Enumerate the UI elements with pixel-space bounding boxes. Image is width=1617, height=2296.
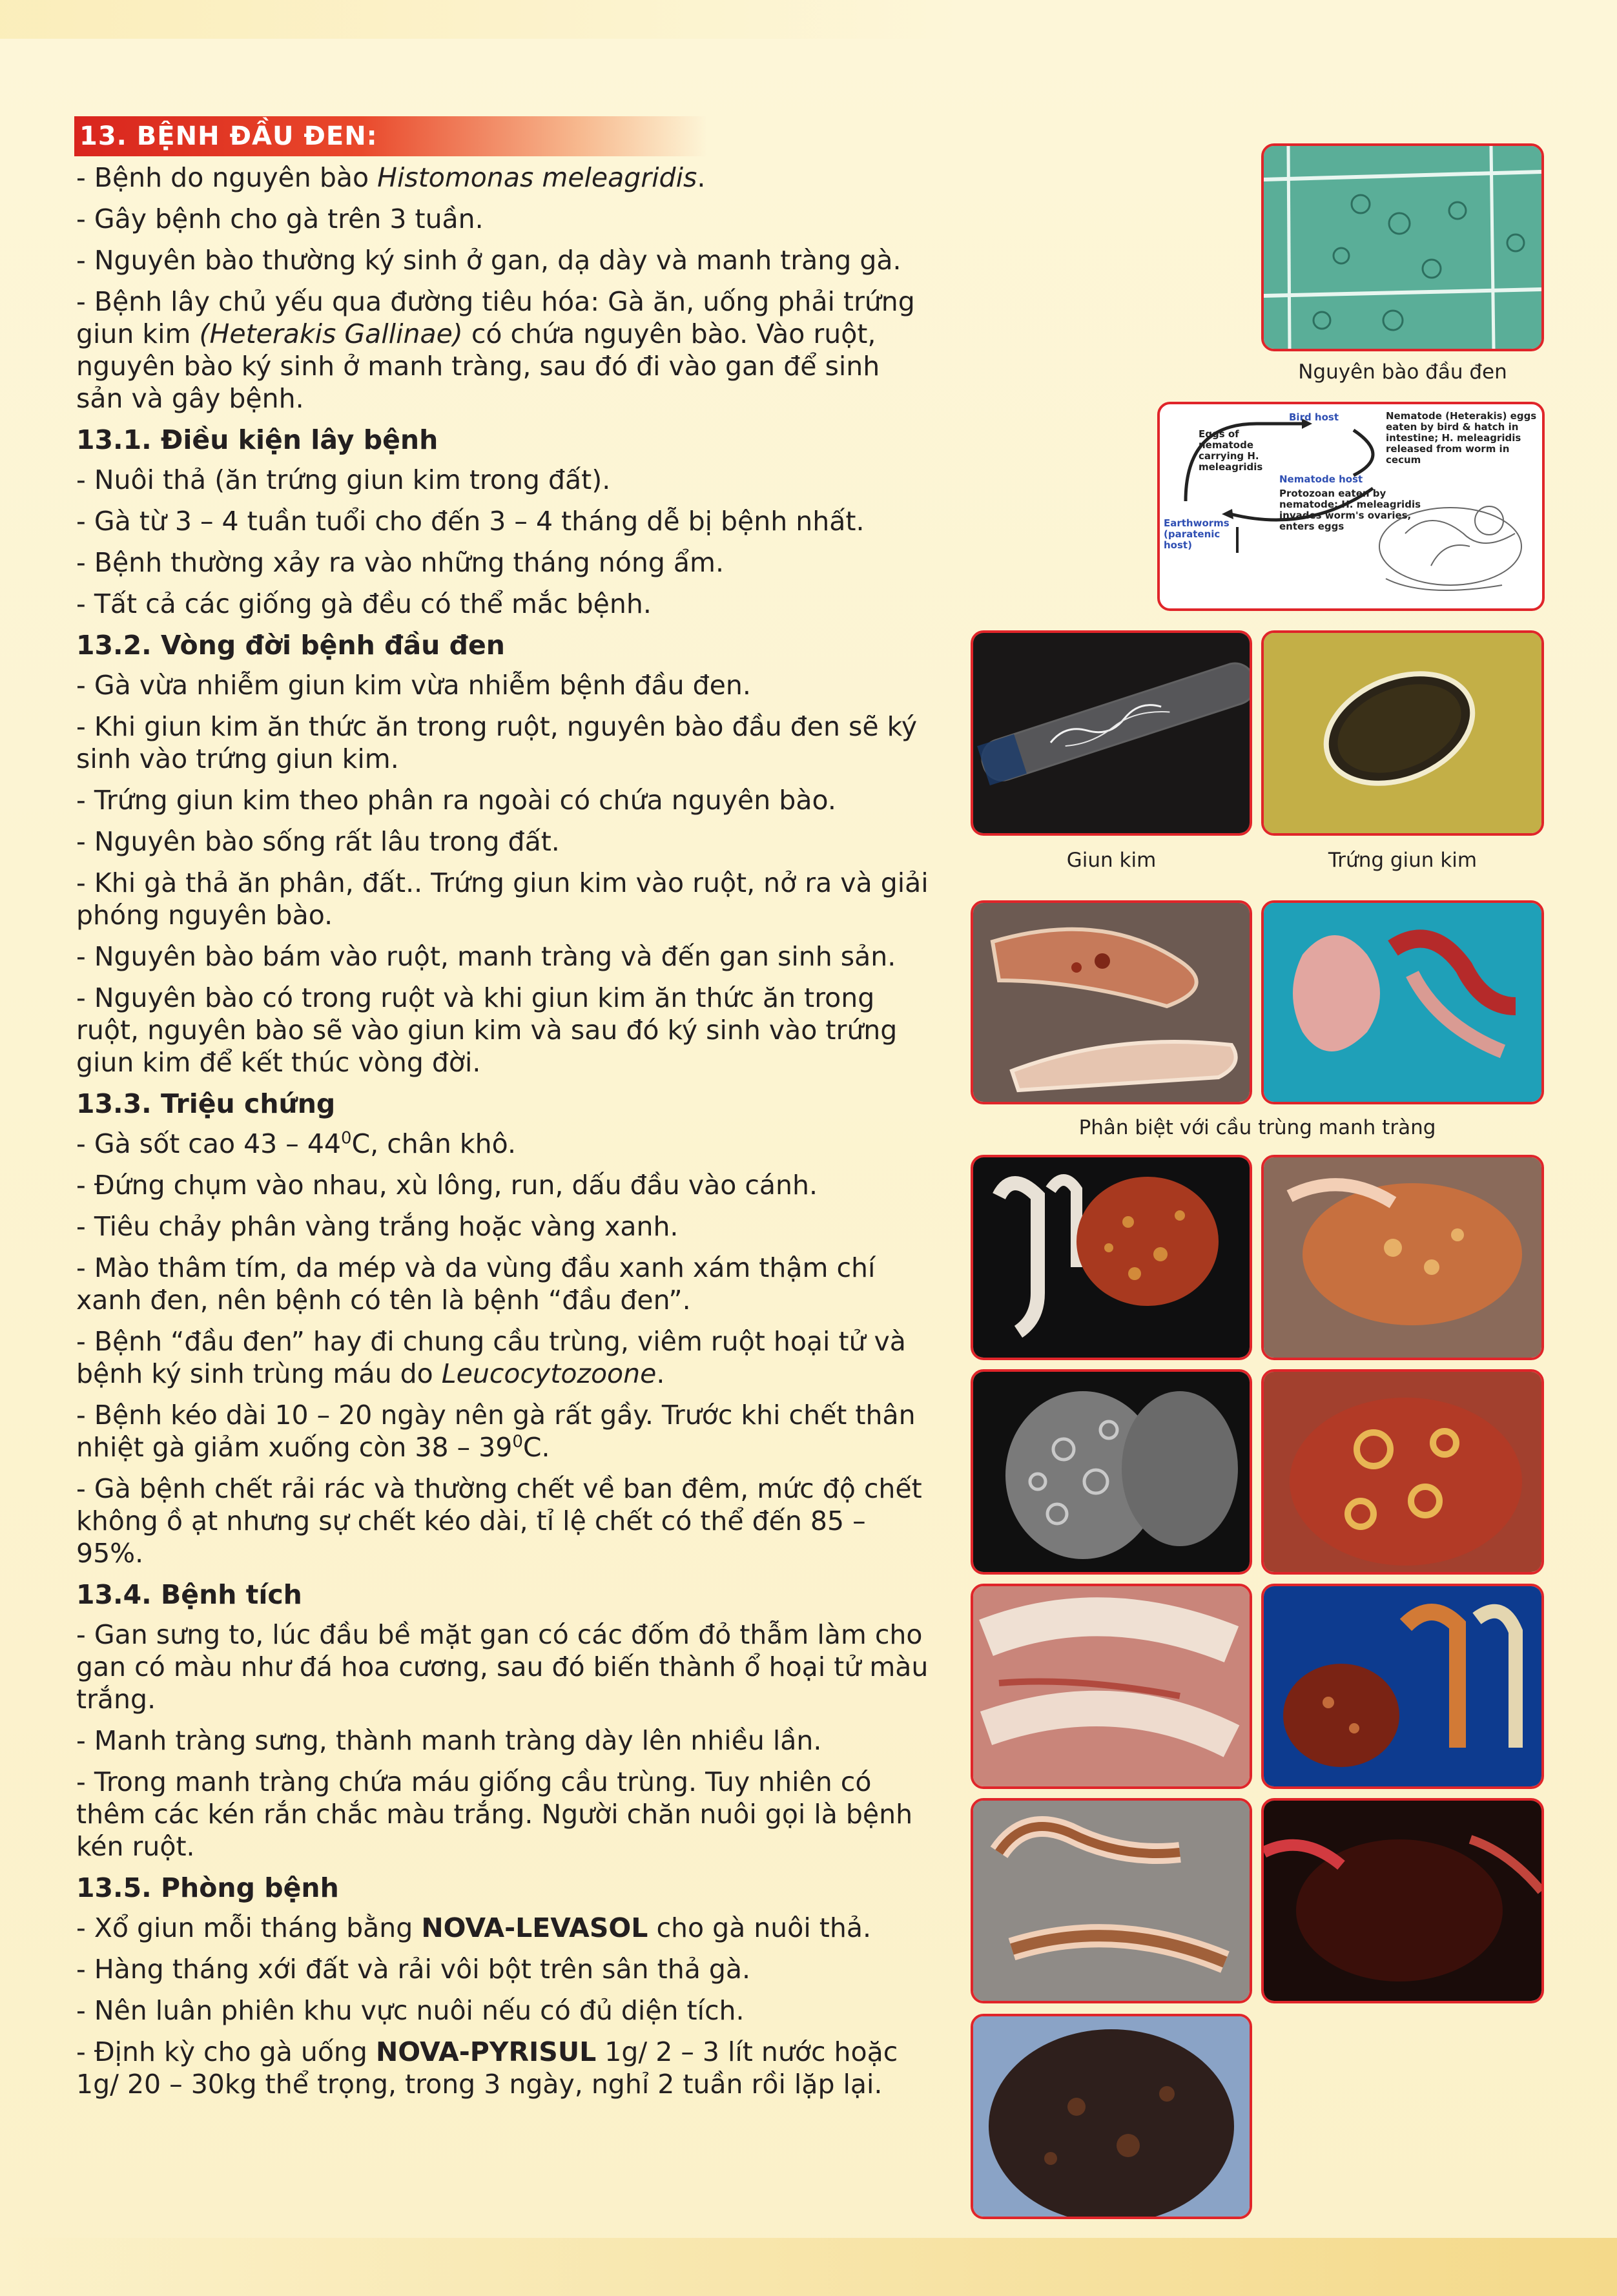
pinworm-image <box>973 633 1250 833</box>
photo-liver-6 <box>1261 1798 1544 2003</box>
prevention-periodic: - Định kỳ cho gà uống NOVA-PYRISUL 1g/ 2 – 3 lít nước hoặc 1g/ 20 – 30kg thể trọng, trong 3 ngày, nghỉ 2 tuần rồi lặp lại. <box>76 2036 898 2100</box>
photo-liver-2 <box>1261 1155 1544 1360</box>
photo-liver-1 <box>971 1155 1252 1360</box>
heading-13-5: 13.5. Phòng bệnh <box>76 1872 339 1903</box>
list-item: - Nguyên bào sống rất lâu trong đất. <box>76 826 560 857</box>
diagram-nematode-host: Nematode host <box>1279 473 1363 485</box>
symptom-fever: - Gà sốt cao $43 - 44^0C$, chân khô. <box>76 1128 517 1159</box>
symptom-temperature: - Bệnh kéo dài 10 – 20 ngày nên gà rất gầy. Trước khi chết thân nhiệt gà giảm xuống còn $38 - 39^0C$. <box>76 1400 916 1463</box>
intro-age: - Gây bệnh cho gà trên 3 tuần. <box>76 203 484 234</box>
photo-protozoa <box>1261 143 1544 351</box>
list-item: - Khi gà thả ăn phân, đất.. Trứng giun kim vào ruột, nở ra và giải phóng nguyên bào. <box>76 867 929 931</box>
list-item: - Nên luân phiên khu vực nuôi nếu có đủ diện tích. <box>76 1995 745 2026</box>
section-banner <box>74 116 707 156</box>
caption-distinguish: Phân biệt với cầu trùng manh tràng <box>1078 1116 1436 1139</box>
list-item: - Nguyên bào có trong ruột và khi giun kim ăn thức ăn trong ruột, nguyên bào sẽ vào giun kim và sau đó ký sinh vào trứng giun kim để kết thúc vòng đời. <box>76 982 898 1078</box>
diagram-bird-host: Bird host <box>1289 411 1339 423</box>
photo-pinworm <box>971 630 1252 836</box>
list-item: - Đứng chụm vào nhau, xù lông, run, dấu đầu vào cánh. <box>76 1170 818 1201</box>
caption-pinworm: Giun kim <box>1066 849 1157 872</box>
list-item: - Khi giun kim ăn thức ăn trong ruột, nguyên bào đầu đen sẽ ký sinh vào trứng giun kim. <box>76 711 918 774</box>
page-bottom-tint <box>0 2238 1617 2296</box>
liver-image-5 <box>1264 1586 1541 1786</box>
list-item: - Nguyên bào bám vào ruột, manh tràng và đến gan sinh sản. <box>76 941 896 972</box>
liver-image-7 <box>973 2016 1250 2217</box>
liver-image-3 <box>973 1372 1250 1572</box>
photo-cecum-3 <box>971 1584 1252 1789</box>
list-item: - Trứng giun kim theo phân ra ngoài có chứa nguyên bào. <box>76 785 836 816</box>
page-top-tint <box>0 0 1617 39</box>
photo-liver-7 <box>971 2014 1252 2219</box>
section-title: 13. BỆNH ĐẦU ĐEN: <box>79 121 378 151</box>
photo-pinworm-egg <box>1261 630 1544 836</box>
list-item: - Gà từ 3 – 4 tuần tuổi cho đến 3 – 4 tháng dễ bị bệnh nhất. <box>76 506 865 537</box>
photo-lifecycle-diagram <box>1157 402 1545 611</box>
liver-image-4 <box>1264 1372 1541 1572</box>
photo-cecum-1 <box>971 900 1252 1104</box>
caption-protozoa: Nguyên bào đầu đen <box>1298 360 1507 384</box>
symptom-death: - Gà bệnh chết rải rác và thường chết về ban đêm, mức độ chết không ồ ạt nhưng sự chết kéo dài, tỉ lệ chết có thể đến 85 – 95%. <box>76 1473 922 1569</box>
list-item: - Tiêu chảy phân vàng trắng hoặc vàng xanh. <box>76 1211 679 1242</box>
egg-image <box>1264 633 1541 833</box>
main-text-column <box>76 161 929 2109</box>
liver-image-6 <box>1264 1801 1541 2001</box>
intro-site: - Nguyên bào thường ký sinh ở gan, dạ dày và manh tràng gà. <box>76 245 901 276</box>
photo-liver-4 <box>1261 1369 1544 1575</box>
heading-13-3: 13.3. Triệu chứng <box>76 1088 336 1119</box>
protozoa-image <box>1264 146 1541 349</box>
diagram-eggs-label: Eggs of nematode carrying H. meleagridis <box>1199 428 1263 473</box>
list-item: - Trong manh tràng chứa máu giống cầu trùng. Tuy nhiên có thêm các kén rắn chắc màu trắng. Người chăn nuôi gọi là bệnh kén ruột. <box>76 1766 913 1862</box>
liver-image-2 <box>1264 1157 1541 1358</box>
cecum-image-2 <box>1264 903 1541 1102</box>
list-item: - Nuôi thả (ăn trứng giun kim trong đất). <box>76 464 611 495</box>
prevention-deworm: - Xổ giun mỗi tháng bằng NOVA-LEVASOL cho gà nuôi thả. <box>76 1912 871 1943</box>
symptom-combined: - Bệnh “đầu đen” hay đi chung cầu trùng, viêm ruột hoại tử và bệnh ký sinh trùng máu do Leucocytozoone. <box>76 1326 906 1389</box>
diagram-nematode-eggs: Nematode (Heterakis) eggs eaten by bird & hatch in intestine; H. meleagridis released from worm in cecum <box>1386 410 1537 466</box>
list-item: - Hàng tháng xới đất và rải vôi bột trên sân thả gà. <box>76 1954 751 1985</box>
photo-cecum-2 <box>1261 900 1544 1104</box>
list-item: - Gan sưng to, lúc đầu bề mặt gan có các đốm đỏ thẫm làm cho gan có màu như đá hoa cương, sau đó biến thành ổ hoại tử màu trắng. <box>76 1619 929 1715</box>
photo-liver-3 <box>971 1369 1252 1575</box>
photo-cecum-4 <box>971 1798 1252 2003</box>
cecum-image-1 <box>973 903 1250 1102</box>
caption-pinworm-egg: Trứng giun kim <box>1328 849 1478 872</box>
photo-liver-5 <box>1261 1584 1544 1789</box>
liver-image-1 <box>973 1157 1250 1358</box>
intro-transmission: - Bệnh lây chủ yếu qua đường tiêu hóa: Gà ăn, uống phải trứng giun kim (Heterakis Gallinae) có chứa nguyên bào. Vào ruột, nguyên bào ký sinh ở manh tràng, sau đó đi vào gan để sinh sản và gây bệnh. <box>76 286 915 414</box>
list-item: - Bệnh thường xảy ra vào những tháng nóng ẩm. <box>76 547 724 578</box>
list-item: - Manh tràng sưng, thành manh tràng dày lên nhiều lần. <box>76 1725 822 1756</box>
cecum-image-4 <box>973 1801 1250 2001</box>
intro-cause: - Bệnh do nguyên bào Histomonas meleagridis. <box>76 162 706 193</box>
heading-13-2: 13.2. Vòng đời bệnh đầu đen <box>76 630 505 661</box>
diagram-earthworms: Earthworms (paratenic host) <box>1164 517 1230 551</box>
heading-13-4: 13.4. Bệnh tích <box>76 1579 302 1610</box>
heading-13-1: 13.1. Điều kiện lây bệnh <box>76 424 438 455</box>
list-item: - Gà vừa nhiễm giun kim vừa nhiễm bệnh đầu đen. <box>76 670 751 701</box>
list-item: - Mào thâm tím, da mép và da vùng đầu xanh xám thậm chí xanh đen, nên bệnh có tên là bệnh “đầu đen”. <box>76 1252 876 1316</box>
list-item: - Tất cả các giống gà đều có thể mắc bệnh. <box>76 588 652 619</box>
cecum-image-3 <box>973 1586 1250 1786</box>
diagram-protozoan: Protozoan eaten by nematode; H. meleagridis invades worm's ovaries, enters eggs <box>1279 488 1421 532</box>
